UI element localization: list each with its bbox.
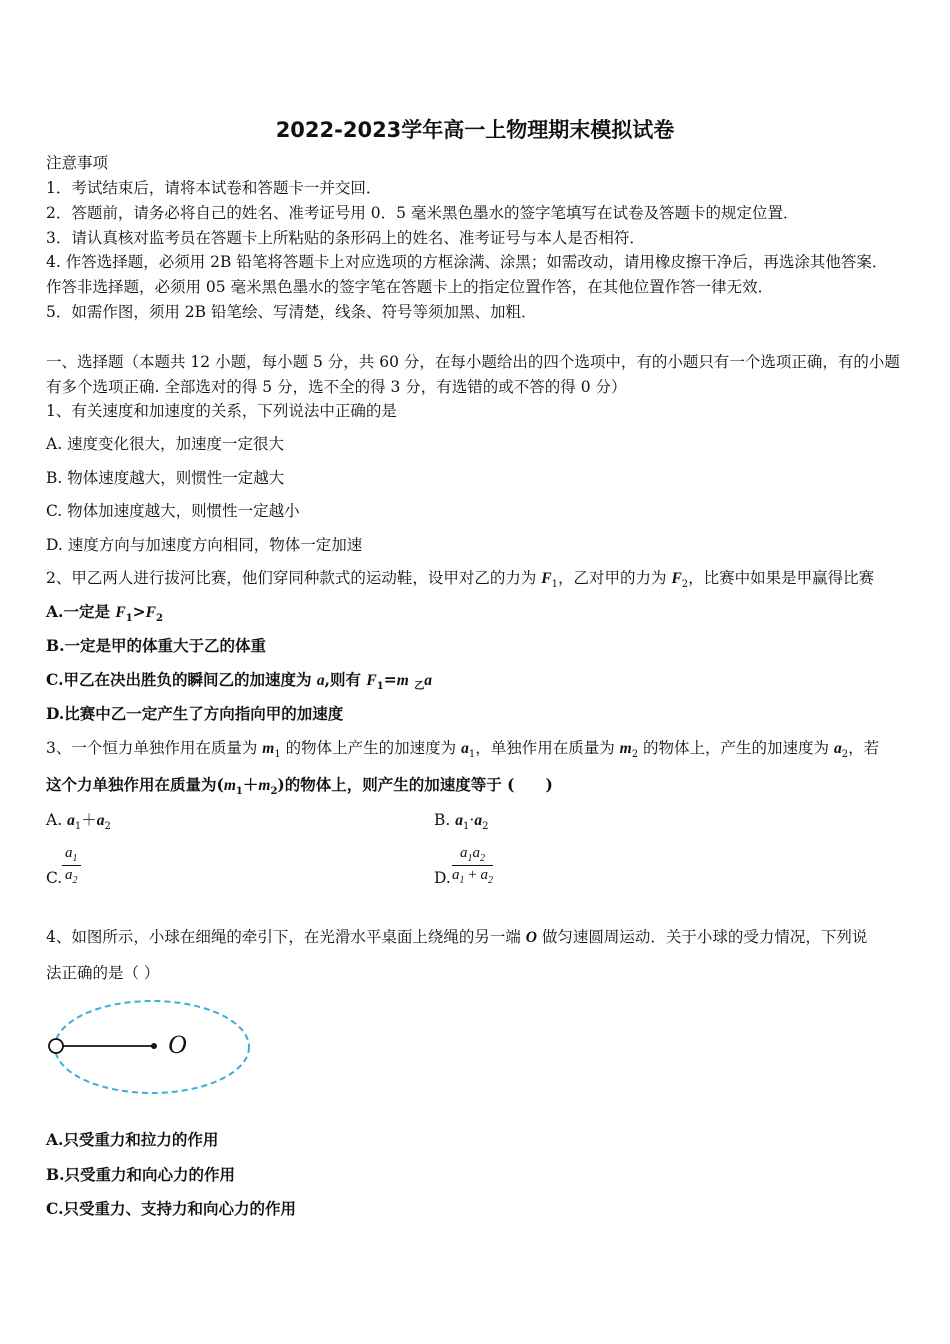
notice-item: 1．考试结束后，请将本试卷和答题卡一并交回． bbox=[46, 179, 382, 197]
notice-item: 作答非选择题，必须用 05 毫米黑色墨水的签字笔在答题卡上的指定位置作答，在其他位置作答一律无效． bbox=[46, 278, 774, 296]
q1-stem: 1、有关速度和加速度的关系，下列说法中正确的是 bbox=[46, 402, 397, 420]
q2-option-c: C.甲乙在决出胜负的瞬间乙的加速度为 a,则有 $F_1=m$ $_乙$a bbox=[46, 670, 432, 693]
q3-option-d-label: D. bbox=[434, 869, 451, 887]
notice-item: 4. 作答选择题，必须用 2B 铅笔将答题卡上对应选项的方框涂满、涂黑；如需改动，请用橡皮擦干净后，再选涂其他答案． bbox=[46, 253, 888, 271]
q2-stem: 2、甲乙两人进行拔河比赛，他们穿同种款式的运动鞋，设甲对乙的力为 $F_1$，乙对甲的力为 $F_2$，比赛中如果是甲赢得比赛 bbox=[46, 569, 875, 591]
center-point bbox=[151, 1043, 157, 1049]
q4-stem-cont: 法正确的是（ ） bbox=[46, 964, 160, 982]
q3-stem: 3、一个恒力单独作用在质量为 $m_1$ 的物体上产生的加速度为 $a_1$，单独作用在质量为 $m_2$ 的物体上，产生的加速度为 $a_2$，若 bbox=[46, 739, 880, 761]
q4-option-a: A.只受重力和拉力的作用 bbox=[46, 1130, 219, 1149]
q1-option-a: A. 速度变化很大，加速度一定很大 bbox=[46, 435, 285, 453]
q3-option-b: B. $a_1\cdot a_2$ bbox=[434, 811, 489, 833]
notice-item: 5．如需作图，须用 2B 铅笔绘、写清楚，线条、符号等须加黑、加粗． bbox=[46, 303, 537, 321]
notice-heading: 注意事项 bbox=[46, 154, 109, 172]
q3-option-c-fraction: $\frac{a_1}{a_2}$ bbox=[62, 845, 81, 886]
q1-option-d: D. 速度方向与加速度方向相同，物体一定加速 bbox=[46, 536, 363, 554]
q4-figure bbox=[40, 995, 260, 1100]
ball bbox=[49, 1039, 63, 1053]
exam-title: 2022-2023学年高一上物理期末模拟试卷 bbox=[275, 118, 675, 142]
notice-item: 3．请认真核对监考员在答题卡上所粘贴的条形码上的姓名、准考证号与本人是否相符． bbox=[46, 229, 645, 247]
section-heading-cont: 有多个选项正确. 全部选对的得 5 分，选不全的得 3 分，有选错的或不答的得 0 分） bbox=[46, 378, 627, 396]
q3-option-d-fraction: $\frac{a_1a_2}{a_1 + a_2}$ bbox=[452, 845, 493, 886]
q2-option-b: B.一定是甲的体重大于乙的体重 bbox=[46, 636, 266, 655]
q2-option-d: D.比赛中乙一定产生了方向指向甲的加速度 bbox=[46, 704, 344, 723]
q3-option-a: A. $a_1+a_2$ bbox=[46, 811, 111, 833]
q1-option-c: C. 物体加速度越大，则惯性一定越小 bbox=[46, 502, 300, 520]
center-label: O bbox=[168, 1030, 187, 1059]
q3-stem-cont: 这个力单独作用在质量为$(m_1+m_2)$的物体上，则产生的加速度等于 ( ) bbox=[46, 775, 553, 798]
notice-item: 2．答题前，请务必将自己的姓名、准考证号用 0．5 毫米黑色墨水的签字笔填写在试卷及答题卡的规定位置． bbox=[46, 204, 799, 222]
q1-option-b: B. 物体速度越大，则惯性一定越大 bbox=[46, 469, 285, 487]
section-heading: 一、选择题（本题共 12 小题，每小题 5 分，共 60 分，在每小题给出的四个选项中，有的小题只有一个选项正确，有的小题 bbox=[46, 353, 900, 371]
q4-stem: 4、如图所示，小球在细绳的牵引下，在光滑水平桌面上绕绳的另一端 O 做匀速圆周运动．关于小球的受力情况，下列说 bbox=[46, 928, 868, 946]
q3-option-c-label: C. bbox=[46, 869, 63, 887]
q4-option-b: B.只受重力和向心力的作用 bbox=[46, 1165, 235, 1184]
q2-option-a: A.一定是 $F_1>F_2$ bbox=[46, 602, 163, 625]
q4-option-c: C.只受重力、支持力和向心力的作用 bbox=[46, 1199, 296, 1218]
